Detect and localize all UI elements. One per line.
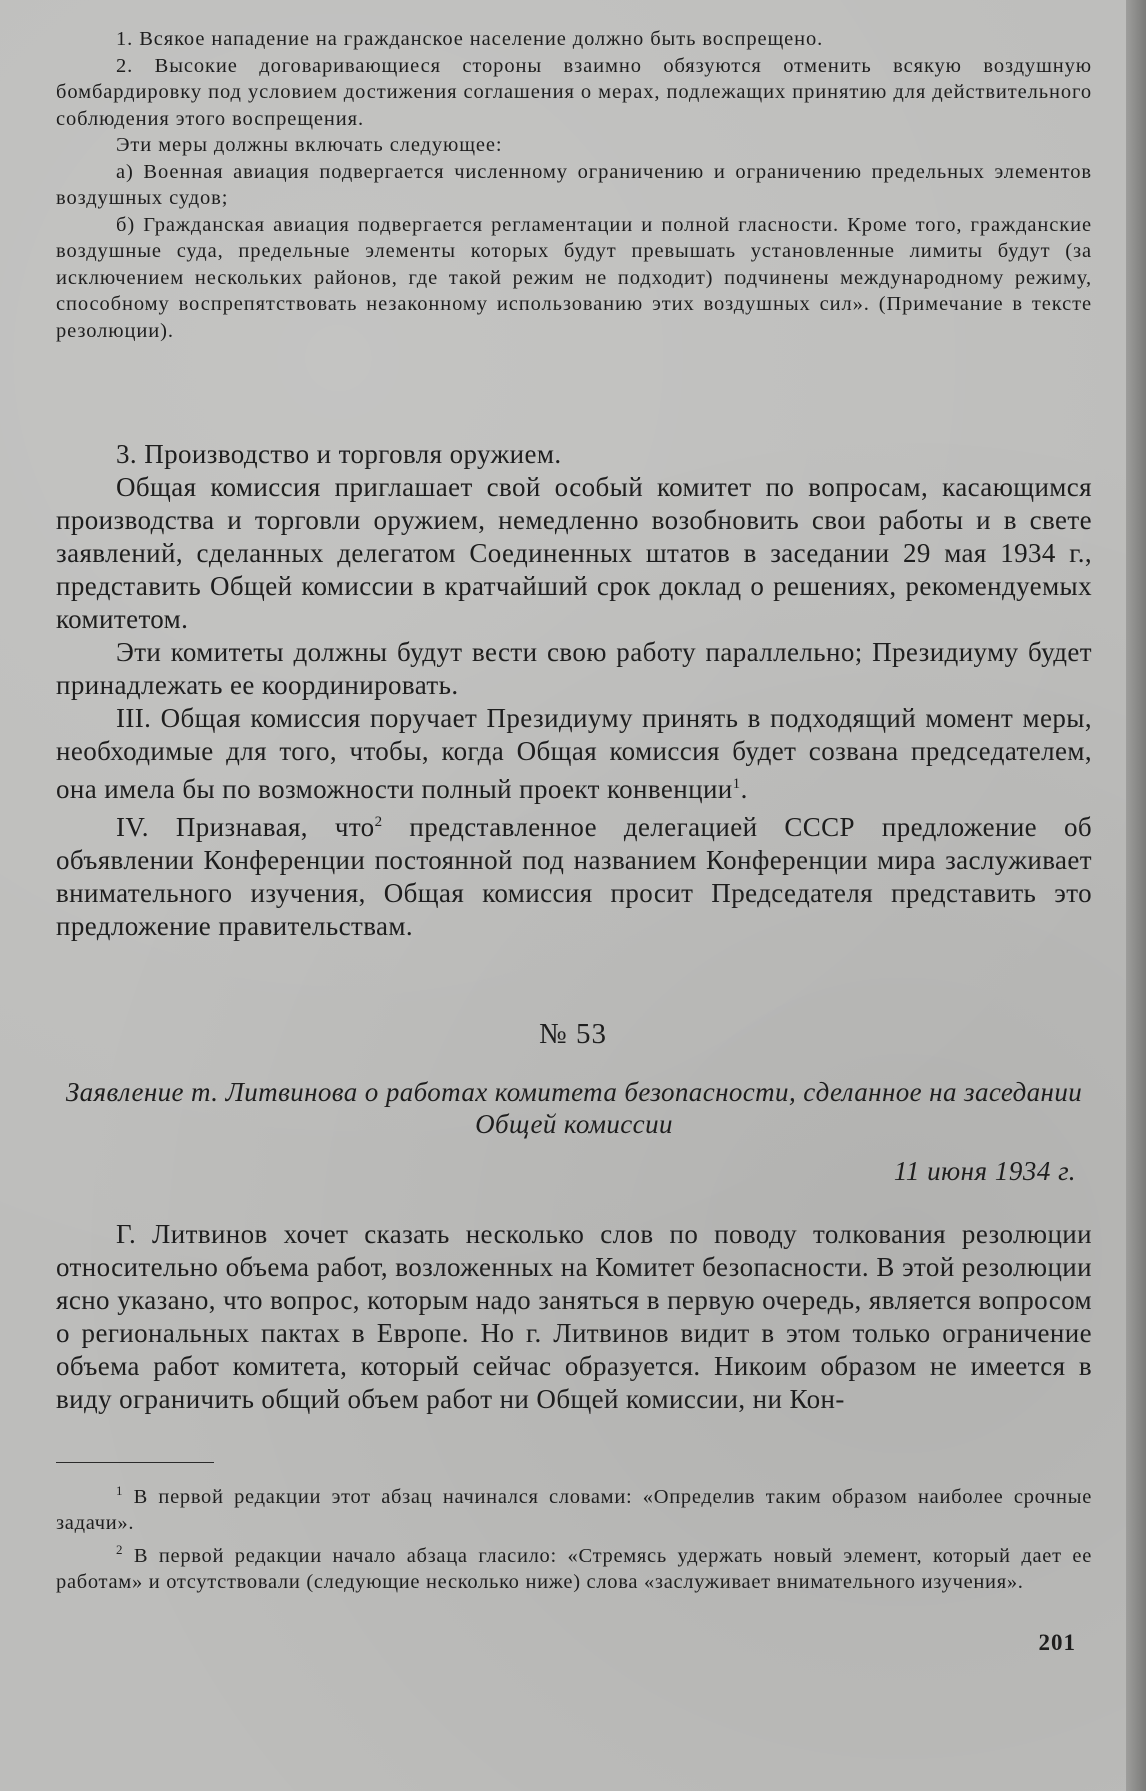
paragraph: б) Гражданская авиация подвергается регламентации и полной гласности. Кроме того, гражданские воздушные суда, предельные элементы которых будут превышать установленные лимиты будут (за исключением нескольких районов, где такой режим не подходит) подчинены международному режиму, способному воспрепятствовать незаконному использованию этих воздушных сил». (Примечание в тексте резолюции). [56, 213, 1092, 342]
footnote [56, 1478, 1092, 1537]
paragraph: 1. Всякое нападение на гражданское население должно быть воспрещено. [116, 28, 824, 50]
paragraph: Общая комиссия приглашает свой особый комитет по вопросам, касающимся производства и торговли оружием, немедленно возобновить свои работы и в свете заявлений, сделанных делегатом Соединенных штатов в заседании 29 мая 1934 г., представить Общей комиссии в кратчайший срок доклад о решениях, рекомендуемых комитетом. [56, 472, 1092, 634]
section-heading: 3. Производство и торговля оружием. [116, 439, 562, 469]
paragraph: 2. Высокие договаривающиеся стороны взаимно обязуются отменить всякую воздушную бомбардировку под условием достижения соглашения о мерах, подлежащих принятию для действительного соблюдения этого воспрещения. [56, 54, 1092, 130]
footnote-ref: 1 [732, 776, 741, 792]
document-title: Заявление т. Литвинова о работах комитета безопасности, сделанное на заседании Общей комиссии [65, 1077, 1083, 1139]
footnote-text: В первой редакции этот абзац начинался словами: «Определив таким образом наиболее срочные задачи». [56, 1485, 1092, 1535]
page-number: 201 [1038, 1630, 1076, 1655]
paragraph: Эти меры должны включать следующее: [116, 134, 503, 156]
paragraph: Эти комитеты должны будут вести свою работу параллельно; Президиуму будет принадлежать ее координировать. [56, 637, 1092, 700]
page-edge-shadow [1126, 0, 1146, 1791]
text-block-litvinov-statement [56, 1218, 1092, 1416]
document-date: 11 июня 1934 г. [893, 1156, 1076, 1186]
paragraph [56, 702, 1092, 806]
footnote-ref: 2 [374, 814, 383, 830]
footnote-divider [56, 1462, 214, 1463]
text-block-resolution-airforce [56, 26, 1092, 344]
footnotes [56, 1478, 1092, 1596]
paragraph-text: III. Общая комиссия поручает Президиуму принять в подходящий момент меры, необходимые для того, чтобы, когда Общая комиссия будет созвана председателем, она имела бы по возможности полный проект конвенции [56, 703, 1092, 804]
document-number: № 53 [539, 1018, 607, 1050]
footnote [56, 1537, 1092, 1596]
paragraph-text: представленное делегацией СССР предложение об объявлении Конференции постоянной под названием Конференции мира заслуживает внимательного изучения, Общая комиссия просит Председателя представить это предложение правительствам. [56, 812, 1092, 941]
paragraph: Г. Литвинов хочет сказать несколько слов по поводу толкования резолюции относительно объема работ, возложенных на Комитет безопасности. В этой резолюции ясно указано, что вопрос, которым надо заняться в первую очередь, является вопросом о региональных пактах в Европе. Но г. Литвинов видит в этом только ограничение объема работ комитета, который сейчас образуется. Никоим образом не имеется в виду ограничить общий объем работ ни Общей комиссии, ни Кон- [56, 1219, 1092, 1414]
footnote-mark: 1 [116, 1483, 124, 1498]
footnote-text: В первой редакции начало абзаца гласило: «Стремясь удержать новый элемент, который дает ее работам» и отсутствовали (следующие несколько ниже) слова «заслуживает внимательного изучения». [56, 1544, 1092, 1594]
paragraph-text: . [740, 774, 748, 804]
paragraph [56, 806, 1092, 943]
paragraph: а) Военная авиация подвергается численному ограничению и ограничению предельных элементов воздушных судов; [56, 160, 1092, 209]
footnote-mark: 2 [116, 1541, 124, 1557]
paragraph-text: IV. Признавая, что [116, 812, 375, 842]
text-block-arms-trade [56, 438, 1092, 943]
